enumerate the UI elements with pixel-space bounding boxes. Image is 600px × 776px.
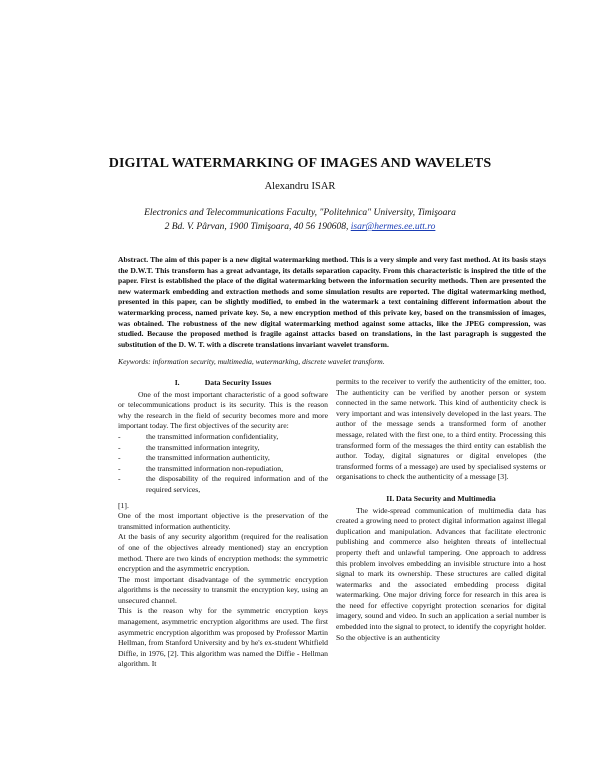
- security-objectives-list: [118, 432, 328, 496]
- section-2-heading: II. Data Security and Multimedia: [386, 493, 496, 503]
- bullet-dash: -: [118, 442, 121, 452]
- section-1-title: Data Security Issues: [204, 378, 272, 387]
- keywords: Keywords: information security, multimedia, watermarking, discrete wavelet transform.: [118, 357, 385, 366]
- affiliation: [0, 206, 600, 234]
- right-column: [336, 377, 546, 643]
- list-item: - the transmitted information integrity,: [118, 442, 260, 452]
- bullet-dash: -: [118, 431, 121, 441]
- address: 2 Bd. V. Pârvan, 1900 Timişoara, 40 56 190608,: [164, 222, 351, 232]
- citation-ref: [1].: [118, 500, 129, 510]
- section-1-heading: [118, 378, 328, 389]
- list-item: - the transmitted information non-repudiation,: [118, 463, 284, 473]
- left-column: [118, 377, 328, 670]
- section-1-paragraph-1: One of the most important characteristic of a good software or telecommunications product is its security. This is the reason why the research in the field of security becomes more and more important today. The first objectives of the security are:: [118, 389, 328, 431]
- section-1-paragraph-4: The most important disadvantage of the symmetric encryption algorithms is the necessity to transmit the encryption key, using an unsecured channel.: [118, 574, 328, 605]
- section-1-number: I.: [174, 378, 180, 387]
- list-item: - the transmitted information authenticity,: [118, 453, 270, 463]
- section-1-paragraph-5: This is the reason why for the symmetric encryption keys management, asymmetric encryption algorithms are used. The first asymmetric encryption algorithm was proposed by Professor Martin Hellman, from Stanford University and by he's ex-student Whitfield Diffie, in 1976, [2]. This algorithm was named the Diffie - Hellman algorithm. It: [118, 606, 328, 669]
- affiliation-line-1: Electronics and Telecommunications Faculty, "Politehnica" University, Timişoara: [144, 208, 456, 218]
- abstract: Abstract. The aim of this paper is a new digital watermarking method. This is a very simple and very fast method. At its basis stays the D.W.T. This transform has a great advantage, its details separation capacity. From this characteristic is inspired the title of the paper. First is established the place of the digital watermarking between the information security methods. Then are presented the new watermark embedding and extraction methods and some simulation results are reported. The digital watermarking method, presented in this paper, can be slightly modified, to embed in the watermark a text containing different information about the watermarking process, named private key. So, a new encryption method of this private key, based on the transmission of images, was obtained. The robustness of the new digital watermarking method against some attacks, like the JPEG compression, was studied. Because the proposed method is fragile against attacks based on translations, in the last paragraph is suggested the substitution of the D. W. T. with a discrete translations invariant wavelet transform.: [118, 255, 546, 349]
- author-name: Alexandru ISAR: [264, 181, 336, 192]
- section-2-paragraph-1: The wide-spread communication of multimedia data has created a growing need to protect digital information against illegal duplication and manipulation. Advances that facilitate electronic publishing and commerce also heighten threats of intellectual property theft and unlawful tampering. One approach to address this problem involves embedding an invisible structure into a host signal to mark its ownership. These structures are called digital watermarks and the associated embedding process digital watermarking. One major driving force for research in this area is the need for effective copyright protection scenarios for digital imagery, sound and video. In such an application a serial number is embedded into the signal to protect, to identify the copyright holder. So the objective is an authenticity: [336, 505, 546, 642]
- bullet-dash: -: [118, 474, 121, 484]
- list-item: - the disposability of the required information and of the required services,: [118, 474, 328, 494]
- affiliation-line-2: [0, 220, 600, 234]
- right-paragraph-1: permits to the receiver to verify the authenticity of the emitter, too. The authenticity can be verified by another person or system connected in the same network. This kind of authenticity check is very important and was intensively developed in the last years. The author of the message sends a transformed form of another message, related with the first one, to a third entity. Processing this transformed form of the messages the third entity can establish the author. Today, digital signatures or digital envelopes (the transformed forms of a message) are used by specialised systems or organisations to check the authenticity of a message [3].: [336, 377, 546, 482]
- bullet-dash: -: [118, 453, 121, 463]
- section-1-paragraph-2: One of the most important objective is the preservation of the transmitted information authenticity.: [118, 511, 328, 531]
- paper-title: DIGITAL WATERMARKING OF IMAGES AND WAVELETS: [108, 156, 492, 171]
- section-1-paragraph-3: At the basis of any security algorithm (required for the realisation of one of the objectives already mentioned) stay an encryption method. There are two kinds of encryption methods: the symmetric encryption and the asymmetric encryption.: [118, 532, 328, 574]
- bullet-dash: -: [118, 463, 121, 473]
- email-link[interactable]: isar@hermes.ee.utt.ro: [350, 222, 436, 232]
- list-item: - the transmitted information confidentiality,: [118, 431, 279, 441]
